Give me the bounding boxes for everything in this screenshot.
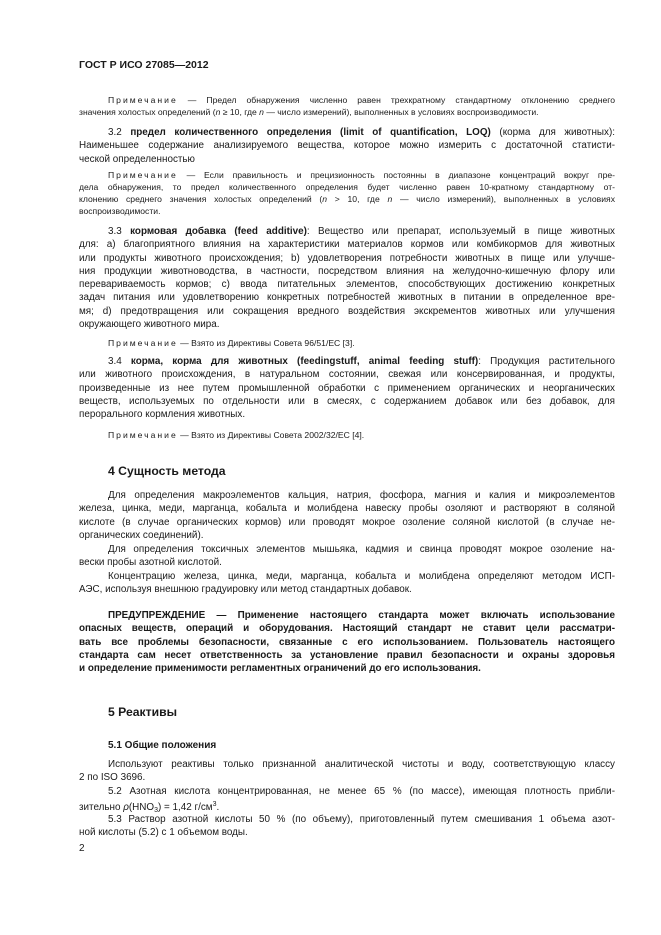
note-3	[79, 337, 615, 349]
note-text: — Взято из Директивы Совета 96/51/ЕС [3].	[177, 338, 355, 348]
paragraph-line: окружающего животного мира.	[79, 319, 220, 331]
term-3-4	[79, 355, 615, 421]
section-4-title: 4 Сущность метода	[108, 464, 226, 478]
note-1	[79, 94, 615, 118]
note-2-line: клонению среднего значения холостых определений (n > 10, где n — число измерений), выполненных в условиях	[79, 194, 616, 204]
warning-line: ПРЕДУПРЕЖДЕНИЕ — Применение настоящего стандарта может включать использование	[108, 610, 615, 621]
section-5-1-title: 5.1 Общие положения	[108, 740, 217, 751]
warning-line: вать все проблемы безопасности, связанные с его использованием. Пользователь настоящего	[79, 636, 615, 648]
term-3-2	[79, 126, 615, 166]
paragraph-line: для: a) благоприятного влияния на характеристики материалов кормов или комбикормов для животных	[79, 239, 615, 251]
paragraph-line: зительно $\rho(HNO_3) = 1,42$ $г/см^3$.	[79, 801, 220, 815]
paragraph-line: 3.2 предел количественного определения (limit of quantification, LOQ) (корма для животных):	[108, 127, 615, 138]
paragraph-line: или животного происхождения, в натуральном состоянии, свежая или консервированная, и продукты,	[79, 369, 615, 381]
note-label: Примечание	[108, 338, 178, 348]
warning-line: и определение применимости регламентных ограничений до его использования.	[79, 663, 481, 675]
note-1-line: значения холостых определений (n ≥ 10, где n — число измерений), выполненных в условиях воспроизводимости.	[79, 107, 539, 117]
term-3-3	[79, 225, 615, 331]
note-text: — Если правильность и прецизионность постоянны в диапазоне концентраций вокруг пре-	[177, 170, 615, 180]
paragraph-line: железа, цинка, меди, марганца, кобальта и молибдена навеску пробы озоляют и растворяют в соляной	[79, 503, 615, 515]
paragraph-line: ной кислоты (5.2) с 1 объемом воды.	[79, 827, 248, 839]
paragraph-line: ния продукции животноводства, в частности, посредством влияния на желудочно-кишечную флору или	[79, 265, 615, 277]
section-4-paragraph-2	[79, 543, 615, 570]
paragraph-line: или продукты животного происхождения; b) удовлетворения потребности животных в пище или улучше-	[79, 252, 615, 264]
note-label: Примечание	[108, 430, 178, 440]
note-4	[79, 429, 615, 441]
note-1-line	[79, 94, 615, 106]
section-5-title: 5 Реактивы	[108, 705, 178, 719]
paragraph-line: перорального кормления животных.	[79, 409, 246, 421]
paragraph-line: АЭС, используя внешнюю градуировку или метод стандартных добавок.	[79, 584, 412, 596]
paragraph-line: Концентрацию железа, цинка, меди, марганца, кобальта и молибдена определяют методом ИСП-	[108, 571, 615, 582]
note-text: — Взято из Директивы Совета 2002/32/ЕС [4].	[177, 430, 365, 440]
note-2-line: воспроизводимости.	[79, 206, 161, 216]
paragraph-line: перевариваемость кормов; c) ввода питательных элементов, способствующих достижению конкретных	[79, 279, 615, 291]
paragraph-line: Для определения макроэлементов кальция, натрия, фосфора, магния и калия и микроэлементов	[108, 490, 615, 501]
section-5-paragraph-1	[79, 758, 615, 785]
paragraph-line: 3.4 корма, корма для животных (feedingstuff, animal feeding stuff): Продукция растительного	[108, 356, 615, 367]
document-header: ГОСТ Р ИСО 27085—2012	[79, 59, 209, 71]
warning-line: опасных веществ, операций и оборудования. Настоящий стандарт не ставит цели рассматри-	[79, 623, 615, 635]
note-2-line: дела обнаружения, то предел количественного определения будет численно равен 10-кратному стандартному от-	[79, 182, 615, 192]
paragraph-line: 5.2 Азотная кислота концентрированная, не менее 65 % (по массе), имеющая плотность прибли-	[108, 786, 615, 797]
paragraph-line: Для определения токсичных элементов мышьяка, кадмия и свинца проводят мокрое озоление на-	[108, 544, 615, 555]
section-4-paragraph-3	[79, 570, 615, 597]
warning-line: стандарта сам несет ответственность за установление правил безопасности и охраны здоровья	[79, 649, 615, 661]
paragraph-line: мя; d) предотвращения или сокращения вредного воздействия экскрементов животных или улучшения	[79, 305, 615, 317]
paragraph-line: 2 по ISO 3696.	[79, 772, 146, 784]
note-3-line	[79, 337, 615, 349]
paragraph-line: вески пробы азотной кислотой.	[79, 557, 222, 569]
note-4-line	[79, 429, 615, 441]
note-text: — Предел обнаружения численно равен трехкратному стандартному отклонению среднего	[177, 95, 615, 105]
paragraph-line: 3.3 кормовая добавка (feed additive): Вещество или препарат, используемый в пище животных	[108, 226, 615, 237]
note-2	[79, 169, 615, 217]
note-2-line	[79, 169, 615, 181]
section-5-paragraph-3	[79, 813, 615, 840]
section-4-paragraph-1	[79, 489, 615, 542]
note-label: Примечание	[108, 95, 178, 105]
paragraph-line: органических соединений).	[79, 529, 204, 541]
warning-block	[79, 609, 615, 675]
paragraph-line: произведенные из нее путем промышленной обработки с применением органических и неорганических	[79, 382, 615, 394]
paragraph-line: задач питания или удовлетворению конкретных потребностей животных в питании в определенное вре-	[79, 292, 615, 304]
paragraph-line: 5.3 Раствор азотной кислоты 50 % (по объему), приготовленный путем смешивания 1 объема азот-	[108, 814, 615, 825]
note-label: Примечание	[108, 170, 178, 180]
paragraph-line: ческой определенностью	[79, 153, 195, 165]
paragraph-line: веществ, используемых по отдельности или в смесях, с содержанием добавок или без добавок, для	[79, 395, 615, 407]
paragraph-line: Наименьшее содержание анализируемого вещества, которое можно измерить с достаточной статисти-	[79, 140, 615, 152]
page-number: 2	[79, 843, 85, 854]
paragraph-line: Используют реактивы только признанной аналитической чистоты и воду, соответствующую классу	[108, 759, 615, 770]
paragraph-line: кислоте (в случае органических кормов) или проводят мокрое озоление соляной кислотой (в случае не-	[79, 516, 615, 528]
